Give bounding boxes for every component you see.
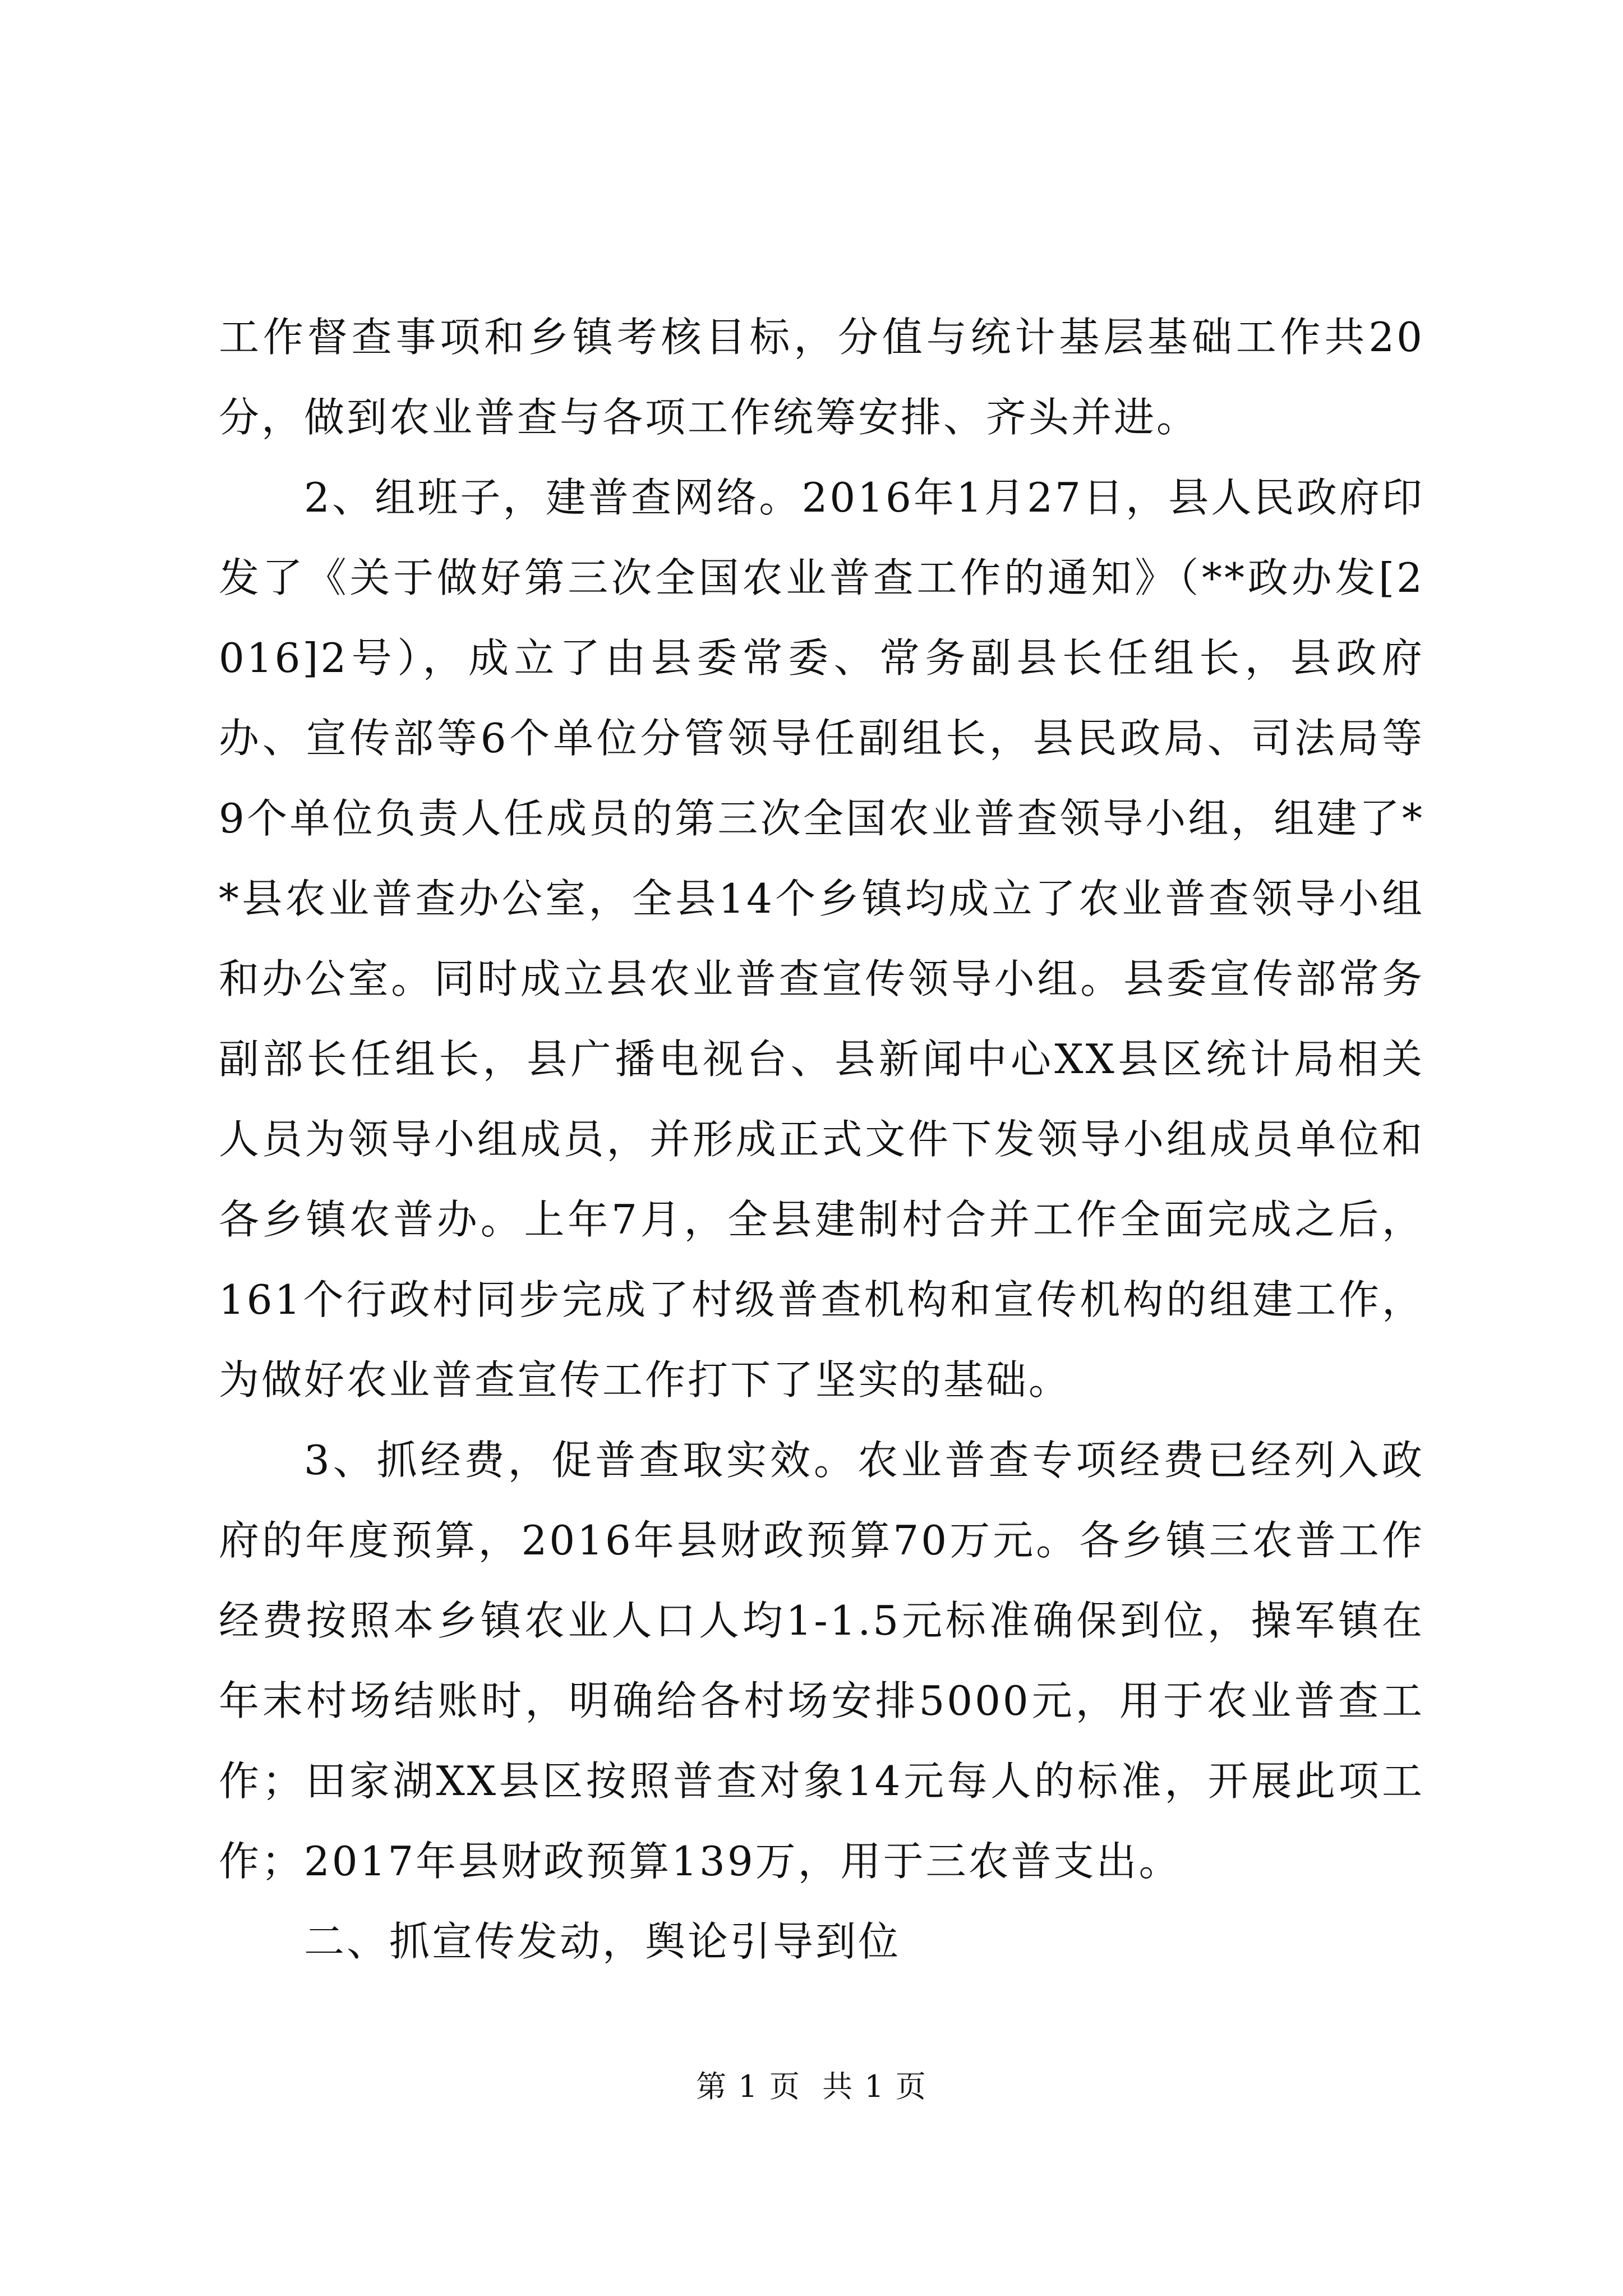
- document-body: [219, 297, 1424, 1982]
- paragraph-funding: 3、抓经费，促普查取实效。农业普查专项经费已经列入政府的年度预算，2016年县财政预算70万元。各乡镇三农普工作经费按照本乡镇农业人口人均1-1.5元标准确保到位，操军镇在年末村场结账时，明确给各村场安排5000元，用于农业普查工作；田家湖XX县区按照普查对象14元每人的标准，开展此项工作；2017年县财政预算139万，用于三农普支出。: [219, 1437, 1424, 1885]
- paragraph-continued: 工作督查事项和乡镇考核目标，分值与统计基层基础工作共20分，做到农业普查与各项工作统筹安排、齐头并进。: [219, 314, 1424, 441]
- paragraph-organize-team: 2、组班子，建普查网络。2016年1月27日，县人民政府印发了《关于做好第三次全国农业普查工作的通知》（**政办发[2016]2号），成立了由县委常委、常务副县长任组长，县政府办、宣传部等6个单位分管领导任副组长，县民政局、司法局等9个单位负责人任成员的第三次全国农业普查领导小组，组建了**县农业普查办公室，全县14个乡镇均成立了农业普查领导小组和办公室。同时成立县农业普查宣传领导小组。县委宣传部常务副部长任组长，县广播电视台、县新闻中心XX县区统计局相关人员为领导小组成员，并形成正式文件下发领导小组成员单位和各乡镇农普办。上年7月，全县建制村合并工作全面完成之后，161个行政村同步完成了村级普查机构和宣传机构的组建工作，为做好农业普查宣传工作打下了坚实的基础。: [219, 474, 1424, 1404]
- page-number-footer: 第 1 页 共 1 页: [696, 2069, 927, 2104]
- section-heading-publicity: 二、抓宣传发动，舆论引导到位: [304, 1918, 901, 1965]
